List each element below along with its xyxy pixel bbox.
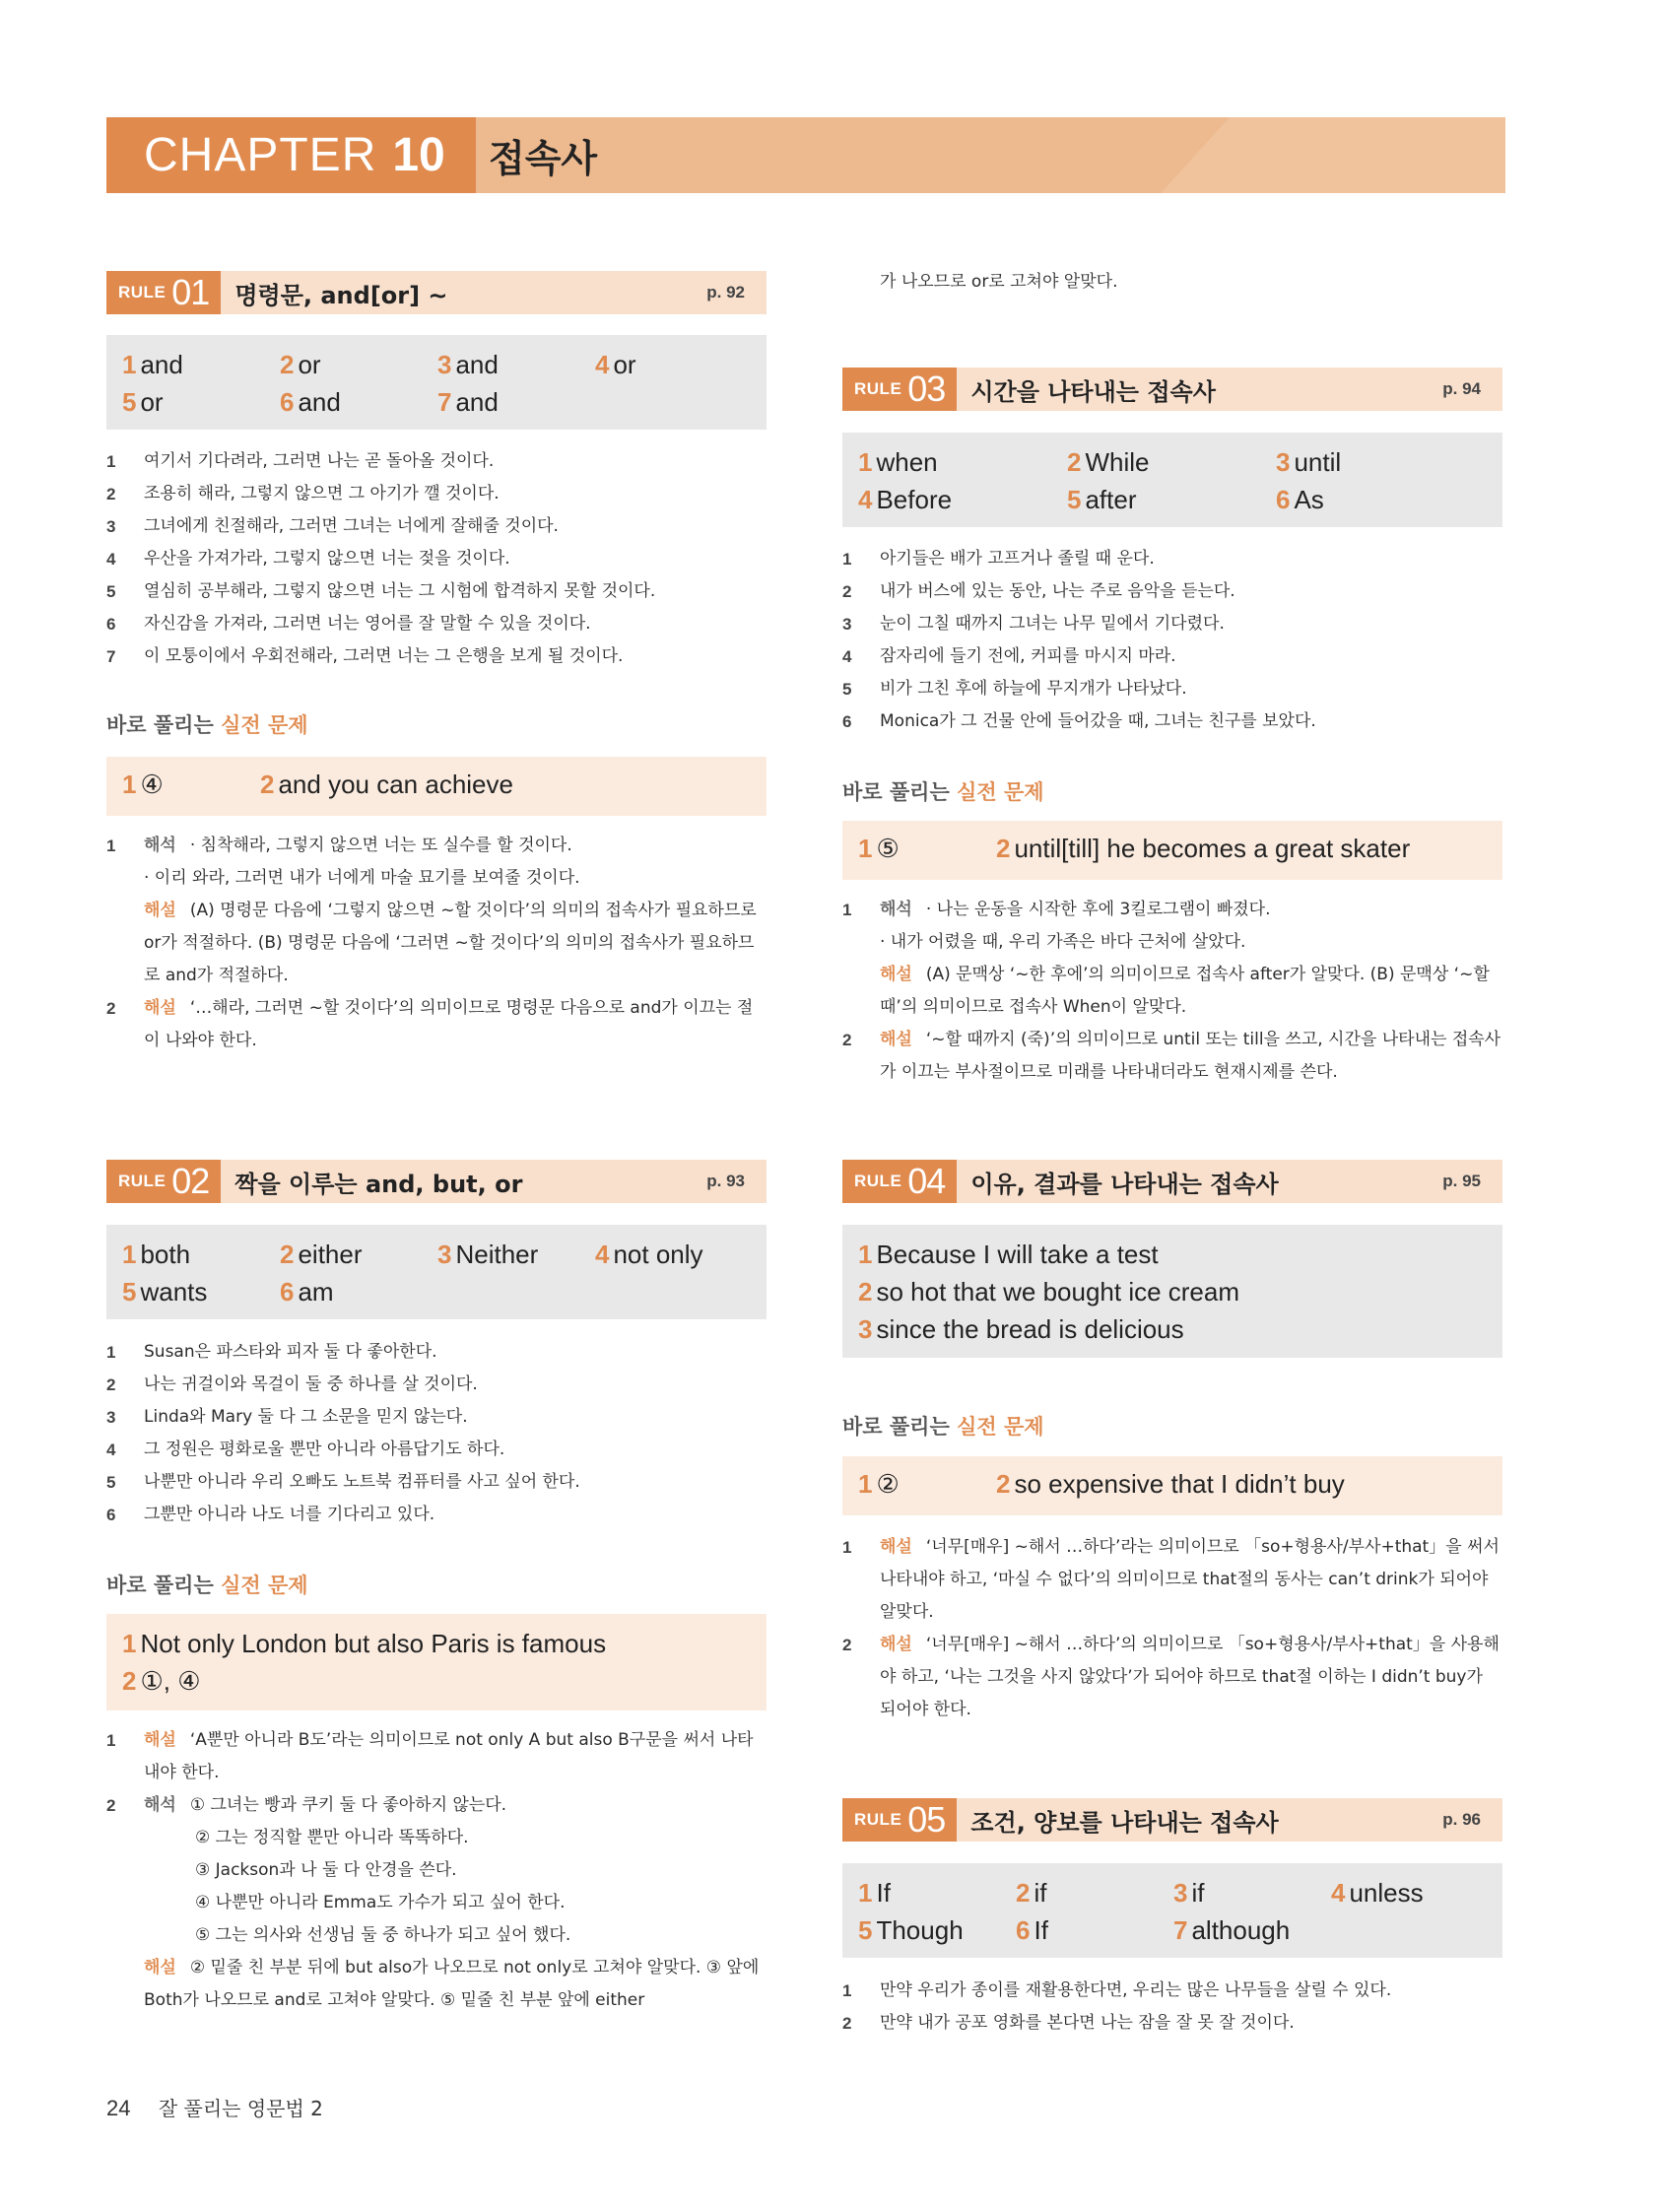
banner-decoration	[1111, 117, 1505, 193]
rule-title: 명령문, and[or] ~	[234, 281, 448, 309]
answer-item: 4 Before	[858, 485, 953, 514]
explanation-item: 2 해설 ‘…해라, 그러면 ~할 것이다’의 의미이므로 명령문 다음으로 and가 이끄는 절이 나와야 한다.	[106, 998, 754, 1050]
answer-item: 6 As	[1276, 485, 1324, 514]
explanation-item: 1 해석 · 나는 운동을 시작한 후에 3킬로그램이 빠졌다. · 내가 어렸을 때, 우리 가족은 바다 근처에 살았다. 해설 (A) 문맥상 ‘~한 후에’의 의미이므로 접속사 after가 알맞다. (B) 문맥상 ‘~할 때’의 의미이므로 접속사 When이 알맞다.	[842, 900, 1490, 1017]
answer-item: 1 Not only London but also Paris is famous	[122, 1629, 607, 1658]
chapter-number: 10	[392, 129, 445, 181]
answer-item: 3 since the bread is delicious	[858, 1314, 1184, 1344]
rule-tag	[106, 1160, 221, 1203]
rule-02-answers	[106, 1225, 767, 1319]
rule-05-translations	[842, 1975, 1502, 2040]
list-item: 5 열심히 공부해라, 그렇지 않으면 너는 그 시험에 합격하지 못할 것이다.	[106, 581, 656, 601]
list-item: 6 그뿐만 아니라 나도 너를 기다리고 있다.	[106, 1505, 435, 1524]
list-item: 5 비가 그친 후에 하늘에 무지개가 나타났다.	[842, 679, 1187, 699]
rule-page-ref: p. 93	[706, 1172, 745, 1190]
rule-tag	[842, 1798, 957, 1842]
rule-number: 02	[171, 1161, 210, 1201]
answer-item: 5 Though	[858, 1915, 964, 1945]
practice-heading: 바로 풀리는 실전 문제	[106, 713, 308, 737]
list-item: 1 여기서 기다려라, 그러면 나는 곧 돌아올 것이다.	[106, 451, 495, 471]
rule-number: 03	[907, 369, 946, 409]
list-item: 1 만약 우리가 종이를 재활용한다면, 우리는 많은 나무들을 살릴 수 있다.	[842, 1980, 1392, 2000]
answer-item: 2 or	[280, 350, 321, 379]
rule-title: 시간을 나타내는 접속사	[970, 377, 1216, 406]
rule-page-ref: p. 94	[1442, 379, 1481, 398]
rule-word: RULE	[854, 1172, 902, 1190]
answer-item: 3 if	[1173, 1878, 1205, 1908]
rule-04-explanations	[842, 1531, 1502, 1726]
list-item: 6 자신감을 가져라, 그러면 너는 영어를 잘 말할 수 있을 것이다.	[106, 614, 591, 634]
rule-word: RULE	[854, 1810, 902, 1829]
rule-word: RULE	[118, 1172, 167, 1190]
answer-item: 7 although	[1173, 1915, 1291, 1945]
answer-item: 1 ⑤	[858, 834, 900, 863]
list-item: 2 조용히 해라, 그렇지 않으면 그 아기가 깰 것이다.	[106, 484, 500, 503]
explanation-item: 2 해설 ‘너무[매우] ~해서 …하다’의 의미이므로 「so+형용사/부사+that」을 사용해야 하고, ‘나는 그것을 사지 않았다’가 되어야 하므로 that절 이하는 I didn’t buy가 되어야 한다.	[842, 1635, 1500, 1719]
answer-item: 6 and	[280, 387, 341, 417]
rule-02-translations	[106, 1336, 767, 1531]
list-item: 4 그 정원은 평화로울 뿐만 아니라 아름답기도 하다.	[106, 1440, 505, 1459]
answer-item: 1 If	[858, 1878, 891, 1908]
rule-02-header	[106, 1160, 767, 1203]
rule-word: RULE	[854, 379, 902, 398]
answer-item: 2 While	[1067, 447, 1150, 477]
answer-item: 2 so hot that we bought ice cream	[858, 1277, 1240, 1307]
rule-05-header	[842, 1798, 1502, 1842]
chapter-title: 접속사	[489, 137, 598, 180]
chapter-word: CHAPTER	[144, 129, 377, 181]
answer-item: 6 am	[280, 1277, 334, 1307]
answer-item: 3 and	[437, 350, 499, 379]
rule-page-ref: p. 96	[1442, 1810, 1481, 1829]
answer-item: 1 when	[858, 447, 938, 477]
answer-item: 1 ④	[122, 770, 164, 799]
answer-item: 3 until	[1276, 447, 1342, 477]
list-item: 2 나는 귀걸이와 목걸이 둘 중 하나를 살 것이다.	[106, 1374, 478, 1394]
rule-tag	[842, 1160, 957, 1203]
rule-title: 짝을 이루는 and, but, or	[234, 1170, 523, 1198]
answer-item: 1 and	[122, 350, 183, 379]
list-item: 3 Linda와 Mary 둘 다 그 소문을 믿지 않는다.	[106, 1407, 468, 1427]
practice-heading: 바로 풀리는 실전 문제	[106, 1574, 308, 1597]
rule-03-explanations	[842, 894, 1502, 1089]
answer-item: 2 and you can achieve	[260, 770, 513, 799]
answer-item: 4 or	[595, 350, 636, 379]
rule-01-explanations	[106, 830, 767, 1057]
list-item: 4 잠자리에 들기 전에, 커피를 마시지 마라.	[842, 646, 1176, 666]
practice-heading: 바로 풀리는 실전 문제	[842, 1415, 1044, 1439]
answer-item: 5 wants	[122, 1277, 208, 1307]
rule-number: 05	[907, 1799, 946, 1840]
answer-item: 6 If	[1016, 1915, 1048, 1945]
answer-item: 2 until[till] he becomes a great skater	[996, 834, 1411, 863]
rule-03-header	[842, 368, 1502, 411]
answer-item: 5 after	[1067, 485, 1137, 514]
page-footer	[106, 2093, 323, 2121]
rule-03-answers	[842, 433, 1502, 527]
rule-02-continuation: 가 나오므로 or로 고쳐야 알맞다.	[880, 272, 1118, 292]
rule-02-explanations	[106, 1724, 767, 2017]
rule-01-header	[106, 271, 767, 314]
answer-item: 1 both	[122, 1240, 191, 1269]
chapter-banner	[106, 117, 1505, 193]
answer-item: 1 Because I will take a test	[858, 1240, 1159, 1269]
list-item: 2 내가 버스에 있는 동안, 나는 주로 음악을 듣는다.	[842, 581, 1235, 601]
list-item: 2 만약 내가 공포 영화를 본다면 나는 잠을 잘 못 잘 것이다.	[842, 2013, 1295, 2033]
rule-04-answers	[842, 1225, 1502, 1358]
answer-item: 2 ①, ④	[122, 1666, 201, 1696]
rule-number: 01	[171, 272, 210, 312]
answer-item: 7 and	[437, 387, 499, 417]
rule-page-ref: p. 92	[706, 283, 745, 302]
list-item: 1 아기들은 배가 고프거나 졸릴 때 운다.	[842, 549, 1155, 569]
rule-title: 조건, 양보를 나타내는 접속사	[970, 1808, 1279, 1837]
rule-03-practice-answers	[842, 821, 1502, 880]
rule-01-answers	[106, 335, 767, 430]
list-item: 7 이 모퉁이에서 우회전해라, 그러면 너는 그 은행을 보게 될 것이다.	[106, 646, 624, 666]
rule-04-header	[842, 1160, 1502, 1203]
practice-heading: 바로 풀리는 실전 문제	[842, 780, 1044, 804]
rule-02-practice-answers	[106, 1614, 767, 1710]
list-item: 5 나뿐만 아니라 우리 오빠도 노트북 컴퓨터를 사고 싶어 한다.	[106, 1472, 580, 1492]
rule-title: 이유, 결과를 나타내는 접속사	[970, 1170, 1279, 1198]
book-title: 잘 풀리는 영문법 2	[158, 2097, 323, 2120]
explanation-item: 1 해설 ‘너무[매우] ~해서 …하다’라는 의미이므로 「so+형용사/부사+that」을 써서 나타내야 하고, ‘마실 수 없다’의 의미이므로 that절의 동사는 can’t drink가 되어야 알맞다.	[842, 1537, 1500, 1622]
rule-04-practice-answers	[842, 1456, 1502, 1515]
chapter-label	[106, 117, 476, 193]
answer-item: 2 so expensive that I didn’t buy	[996, 1469, 1345, 1499]
answer-item: 4 unless	[1331, 1878, 1424, 1908]
list-item: 4 우산을 가져가라, 그렇지 않으면 너는 젖을 것이다.	[106, 549, 510, 569]
answer-item: 2 if	[1016, 1878, 1047, 1908]
answer-item: 2 either	[280, 1240, 363, 1269]
rule-number: 04	[907, 1161, 946, 1201]
rule-tag	[842, 368, 957, 411]
explanation-item: 2 해석 ① 그녀는 빵과 쿠키 둘 다 좋아하지 않는다. ② 그는 정직할 뿐만 아니라 똑똑하다. ③ Jackson과 나 둘 다 안경을 쓴다. ④ 나뿐만 아니라 Emma도 가수가 되고 싶어 한다. ⑤ 그는 의사와 선생님 둘 중 하나가 되고 싶어 했다. 해설 ② 밑줄 친 부분 뒤에 but also가 나오므로 not only로 고쳐야 알맞다. ③ 앞에 Both가 나오므로 and로 고쳐야 알맞다. ⑤ 밑줄 친 부분 앞에 either	[106, 1795, 760, 2010]
rule-word: RULE	[118, 283, 167, 302]
answer-item: 1 ②	[858, 1469, 900, 1499]
list-item: 3 눈이 그칠 때까지 그녀는 나무 밑에서 기다렸다.	[842, 614, 1225, 634]
list-item: 3 그녀에게 친절해라, 그러면 그녀는 너에게 잘해줄 것이다.	[106, 516, 559, 536]
rule-01-practice-answers	[106, 757, 767, 816]
answer-item: 3 Neither	[437, 1240, 539, 1269]
answer-item: 5 or	[122, 387, 164, 417]
rule-03-translations	[842, 543, 1502, 738]
rule-tag	[106, 271, 221, 314]
explanation-item: 1 해설 ‘A뿐만 아니라 B도’라는 의미이므로 not only A but also B구문을 써서 나타내야 한다.	[106, 1730, 754, 1782]
list-item: 6 Monica가 그 건물 안에 들어갔을 때, 그녀는 친구를 보았다.	[842, 711, 1316, 731]
list-item: 1 Susan은 파스타와 피자 둘 다 좋아한다.	[106, 1342, 437, 1362]
answer-item: 4 not only	[595, 1240, 703, 1269]
page-number: 24	[106, 2096, 131, 2120]
explanation-item: 1 해석 · 침착해라, 그렇지 않으면 너는 또 실수를 할 것이다. · 이리 와라, 그러면 내가 너에게 마술 묘기를 보여줄 것이다. 해설 (A) 명령문 다음에 ‘그렇지 않으면 ~할 것이다’의 의미의 접속사가 필요하므로 or가 적절하다. (B) 명령문 다음에 ‘그러면 ~할 것이다’의 의미의 접속사가 필요하므로 and가 적절하다.	[106, 836, 757, 985]
rule-01-translations	[106, 445, 767, 673]
rule-page-ref: p. 95	[1442, 1172, 1481, 1190]
rule-05-answers	[842, 1863, 1502, 1958]
explanation-item: 2 해설 ‘~할 때까지 (죽)’의 의미이므로 until 또는 till을 쓰고, 시간을 나타내는 접속사가 이끄는 부사절이므로 미래를 나타내더라도 현재시제를 쓴다.	[842, 1030, 1501, 1082]
